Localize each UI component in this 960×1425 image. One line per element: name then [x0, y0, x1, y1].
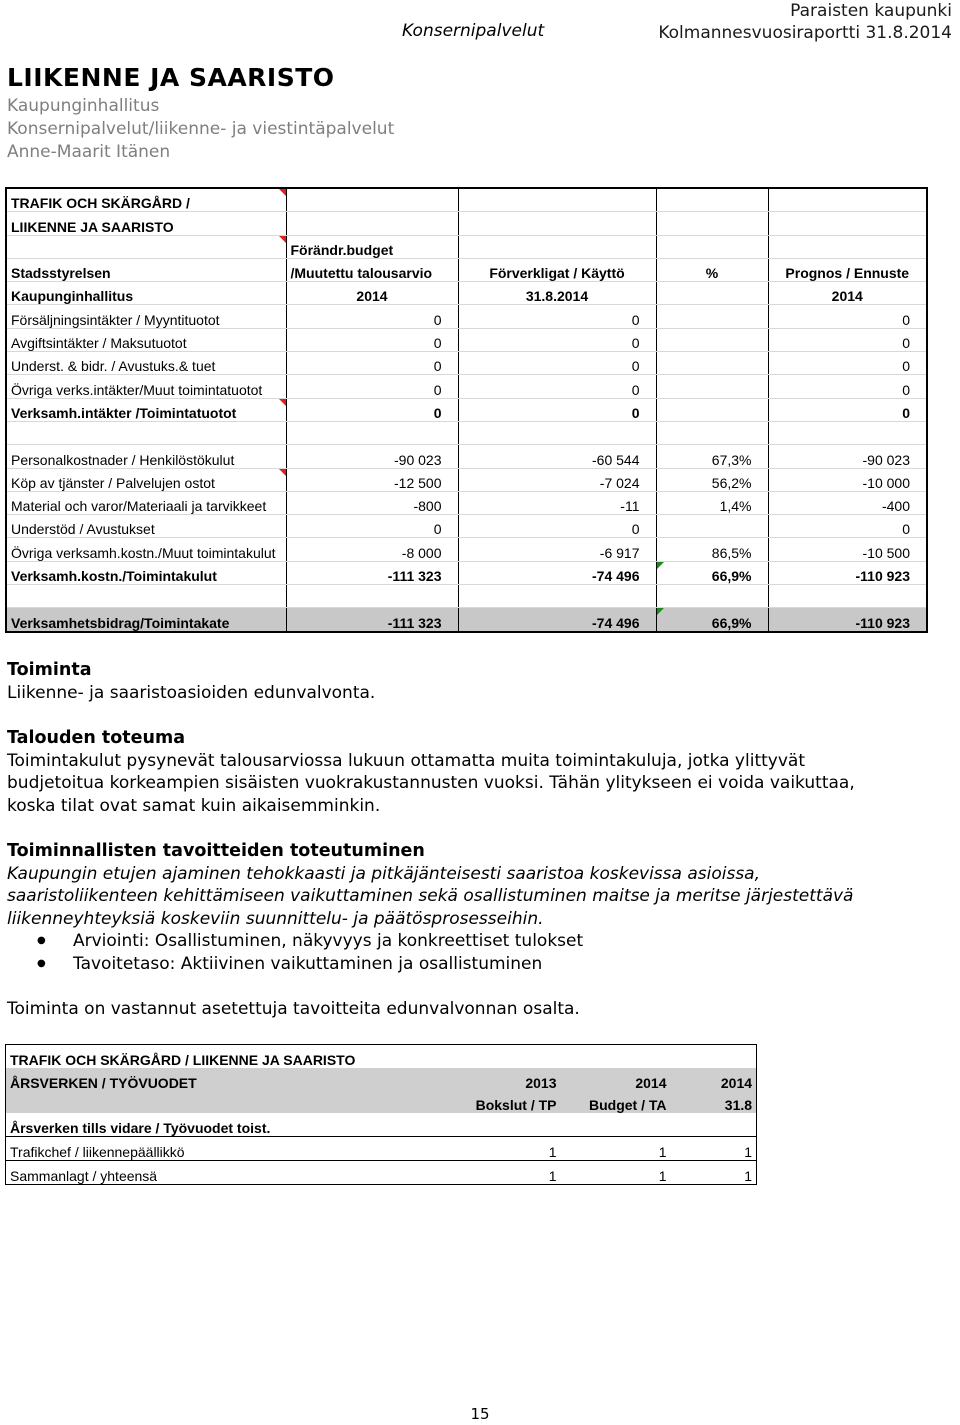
cell-pct: 67,3% — [656, 445, 768, 468]
cell-forecast: -400 — [768, 491, 927, 514]
year-forecast: 2014 — [768, 282, 927, 305]
cell-budget: 0 — [286, 352, 458, 375]
year-budget: 2014 — [286, 282, 458, 305]
cell-forecast: -90 023 — [768, 445, 927, 468]
staff-year-3: 2014 — [671, 1068, 757, 1091]
cell-pct — [656, 305, 768, 328]
table-row — [6, 282, 927, 305]
table-row — [6, 561, 927, 584]
table-row — [6, 1113, 757, 1136]
finance-text-line: koska tilat ovat samat kuin aikaisemminkin. — [7, 795, 381, 816]
cell-forecast: 0 — [768, 398, 927, 421]
row-label: Underst. & bidr. / Avustuks.& tuet — [6, 352, 286, 375]
table-row — [6, 352, 927, 375]
table-row — [6, 421, 927, 444]
subtitle-board: Kaupunginhallitus — [7, 96, 160, 116]
table-row — [6, 305, 927, 328]
cell-forecast: 0 — [768, 305, 927, 328]
cell-budget: -111 323 — [286, 561, 458, 584]
cell-budget: 0 — [286, 515, 458, 538]
cell-value: 1 — [436, 1160, 561, 1184]
cell-value: 1 — [561, 1137, 671, 1161]
cell-value: 1 — [671, 1137, 757, 1161]
table-row — [6, 1045, 757, 1068]
table-row — [6, 585, 927, 608]
cell-pct: 66,9% — [656, 561, 768, 584]
cell-actual: 0 — [458, 398, 656, 421]
section-activity — [7, 659, 375, 704]
table-row — [6, 1137, 757, 1161]
cell-value: 1 — [561, 1160, 671, 1184]
cell-budget: -12 500 — [286, 468, 458, 491]
row-label: Material och varor/Materiaali ja tarvikkeet — [6, 491, 286, 514]
staff-sub-2: Budget / TA — [561, 1091, 671, 1114]
subtitle-department: Konsernipalvelut/liikenne- ja viestintäpalvelut — [7, 119, 395, 139]
goals-bullet-list — [7, 930, 853, 975]
staff-sub-3: 31.8 — [671, 1091, 757, 1114]
table-row — [6, 1068, 757, 1091]
goals-text-line: Kaupungin etujen ajaminen tehokkaasti ja pitkäjänteisesti saaristoa koskevissa asioissa, — [7, 863, 760, 884]
header-center: Konsernipalvelut — [402, 21, 545, 41]
table-row — [6, 188, 927, 212]
cell-actual: 0 — [458, 352, 656, 375]
staff-year-1: 2013 — [436, 1068, 561, 1091]
table-row — [6, 445, 927, 468]
page-number: 15 — [470, 1405, 490, 1423]
year-actual: 31.8.2014 — [458, 282, 656, 305]
col-budget-label-2: /Muutettu talousarvio — [286, 258, 458, 281]
cell-actual: -6 917 — [458, 538, 656, 561]
cell-actual: -74 496 — [458, 608, 656, 632]
cell-actual: -7 024 — [458, 468, 656, 491]
cell-pct: 66,9% — [656, 608, 768, 632]
staff-head-label: ÅRSVERKEN / TYÖVUODET — [6, 1068, 436, 1091]
cell-pct — [656, 515, 768, 538]
list-item: ● Tavoitetaso: Aktiivinen vaikuttaminen ja osallistuminen — [7, 953, 853, 976]
cell-forecast: -10 500 — [768, 538, 927, 561]
table-row — [6, 212, 927, 235]
staff-year-2: 2014 — [561, 1068, 671, 1091]
row-label: Verksamh.intäkter /Toimintatuotot — [6, 398, 286, 421]
header-city: Paraisten kaupunki — [790, 1, 952, 21]
heading-activity: Toiminta — [7, 660, 92, 680]
finance-text-line: budjetoitua korkeampien sisäisten vuokrakustannusten vuoksi. Tähän ylitykseen ei voida vaikuttaa, — [7, 773, 855, 793]
staff-table — [5, 1044, 757, 1185]
cell-pct — [656, 375, 768, 398]
table-row — [6, 398, 927, 421]
cell-budget: 0 — [286, 375, 458, 398]
cell-pct — [656, 352, 768, 375]
table-row — [6, 1160, 757, 1184]
cell-forecast: 0 — [768, 375, 927, 398]
table-row — [6, 468, 927, 491]
cell-pct — [656, 328, 768, 351]
cell-actual: 0 — [458, 375, 656, 398]
header-right — [658, 0, 952, 44]
row-label: Avgiftsintäkter / Maksutuotot — [6, 328, 286, 351]
table-title-1: TRAFIK OCH SKÄRGÅRD / — [6, 188, 286, 212]
col-pct-label: % — [656, 258, 768, 281]
row-label: Verksamh.kostn./Toimintakulut — [6, 561, 286, 584]
table-row — [6, 235, 927, 258]
row-label: Försäljningsintäkter / Myyntituotot — [6, 305, 286, 328]
cell-pct: 56,2% — [656, 468, 768, 491]
cell-actual: 0 — [458, 328, 656, 351]
table-row — [6, 258, 927, 281]
section-goals — [7, 840, 853, 975]
row-label-b: Kaupunginhallitus — [6, 282, 286, 305]
cell-pct: 1,4% — [656, 491, 768, 514]
cell-forecast: -10 000 — [768, 468, 927, 491]
heading-finance: Talouden toteuma — [7, 728, 186, 748]
cell-actual: -74 496 — [458, 561, 656, 584]
finance-text-line: Toimintakulut pysynevät talousarviossa lukuun ottamatta muita toimintakuluja, jotka ylittyvät — [7, 750, 805, 771]
cell-value: 1 — [671, 1160, 757, 1184]
table-title-2: LIIKENNE JA SAARISTO — [6, 212, 286, 235]
cell-pct — [656, 398, 768, 421]
subtitle-person: Anne-Maarit Itänen — [7, 142, 171, 162]
row-label: Övriga verks.intäkter/Muut toimintatuotot — [6, 375, 286, 398]
cell-actual: -60 544 — [458, 445, 656, 468]
finance-table — [5, 187, 928, 633]
activity-text: Liikenne- ja saaristoasioiden edunvalvonta. — [7, 682, 376, 703]
cell-pct: 86,5% — [656, 538, 768, 561]
cell-budget: 0 — [286, 398, 458, 421]
cell-forecast: -110 923 — [768, 608, 927, 632]
cell-budget: -800 — [286, 491, 458, 514]
row-label: Sammanlagt / yhteensä — [6, 1160, 436, 1184]
conclusion-text: Toiminta on vastannut asetettuja tavoitteita edunvalvonnan osalta. — [7, 999, 580, 1019]
cell-budget: 0 — [286, 305, 458, 328]
cell-forecast: -110 923 — [768, 561, 927, 584]
row-label: Personalkostnader / Henkilöstökulut — [6, 445, 286, 468]
cell-actual: 0 — [458, 515, 656, 538]
heading-goals: Toiminnallisten tavoitteiden toteutuminen — [7, 841, 425, 861]
cell-forecast: 0 — [768, 328, 927, 351]
row-label: Övriga verksamh.kostn./Muut toimintakulut — [6, 538, 286, 561]
cell-budget: -8 000 — [286, 538, 458, 561]
staff-section-label: Årsverken tills vidare / Työvuodet toist. — [10, 1120, 271, 1137]
row-label: Understöd / Avustukset — [6, 515, 286, 538]
col-actual-label: Förverkligat / Käyttö — [458, 258, 656, 281]
cell-budget: 0 — [286, 328, 458, 351]
table-row — [6, 491, 927, 514]
cell-forecast: 0 — [768, 352, 927, 375]
table-row — [6, 1091, 757, 1114]
row-label: Verksamhetsbidrag/Toimintakate — [6, 608, 286, 632]
row-label-a: Stadsstyrelsen — [6, 258, 286, 281]
row-label: Trafikchef / liikennepäällikkö — [6, 1137, 436, 1161]
staff-sub-1: Bokslut / TP — [436, 1091, 561, 1114]
cell-budget: -90 023 — [286, 445, 458, 468]
page-title: LIIKENNE JA SAARISTO — [7, 63, 335, 92]
cell-value: 1 — [436, 1137, 561, 1161]
list-item: ● Arviointi: Osallistuminen, näkyvyys ja konkreettiset tulokset — [7, 930, 853, 953]
table-row — [6, 515, 927, 538]
table-row — [6, 328, 927, 351]
cell-actual: -11 — [458, 491, 656, 514]
cell-budget: -111 323 — [286, 608, 458, 632]
staff-table-title: TRAFIK OCH SKÄRGÅRD / LIIKENNE JA SAARISTO — [10, 1051, 356, 1068]
header-report: Kolmannesvuosiraportti 31.8.2014 — [658, 23, 952, 43]
section-finance — [7, 727, 855, 817]
row-label: Köp av tjänster / Palvelujen ostot — [6, 468, 286, 491]
table-row — [6, 375, 927, 398]
goals-text-line: saaristoliikenteen kehittämiseen vaikuttaminen sekä osallistuminen maitse ja meritse järjestettävä — [7, 886, 854, 906]
cell-actual: 0 — [458, 305, 656, 328]
cell-forecast: 0 — [768, 515, 927, 538]
col-budget-label-1: Förändr.budget — [286, 235, 458, 258]
table-row — [6, 608, 927, 632]
goals-text-line: liikenneyhteyksiä koskeviin suunnittelu- ja päätösprosesseihin. — [7, 908, 544, 929]
col-forecast-label: Prognos / Ennuste — [768, 258, 927, 281]
table-row — [6, 538, 927, 561]
